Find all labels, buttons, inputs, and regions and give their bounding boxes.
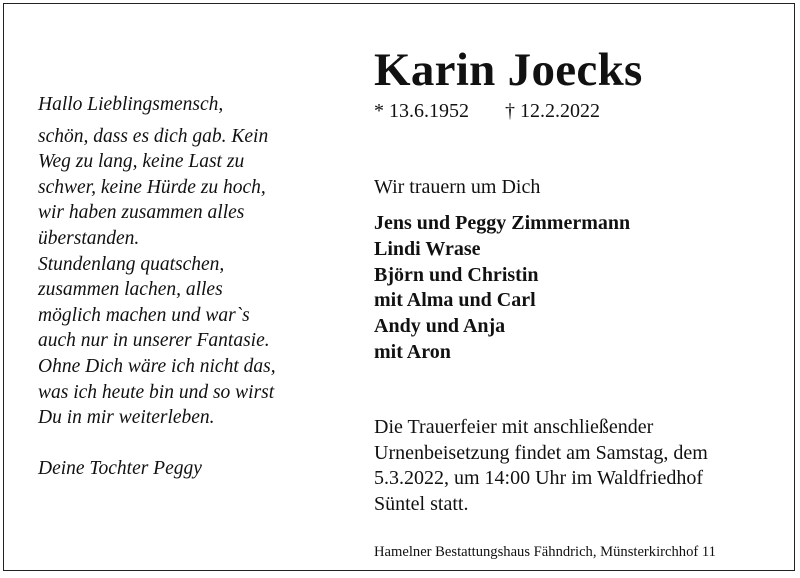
death-date: † 12.2.2022 — [505, 100, 600, 122]
poem-greeting: Hallo Lieblingsmensch, — [38, 94, 224, 115]
funeral-service-info — [374, 415, 774, 517]
poem-line: Du in mir weiterleben. — [38, 407, 215, 429]
service-line: Die Trauerfeier mit anschließender — [374, 416, 654, 438]
poem-line: schwer, keine Hürde zu hoch, — [38, 176, 266, 198]
service-line: Süntel statt. — [374, 492, 469, 515]
obituary-notice — [3, 3, 795, 571]
poem-line: was ich heute bin und so wirst — [38, 381, 275, 403]
poem-block — [38, 92, 338, 481]
mourner-entry: Björn und Christin — [374, 263, 539, 286]
service-line: Urnenbeisetzung findet am Samstag, dem — [374, 441, 708, 464]
mourner-entry: Jens und Peggy Zimmermann — [374, 212, 631, 234]
poem-line: zusammen lachen, alles — [38, 279, 223, 301]
life-dates — [374, 98, 600, 124]
mourner-entry: mit Alma und Carl — [374, 289, 536, 312]
mourn-heading: Wir trauern um Dich — [374, 176, 541, 198]
poem-line: Weg zu lang, keine Last zu — [38, 151, 245, 173]
mourner-entry: Lindi Wrase — [374, 237, 481, 260]
birth-date: * 13.6.1952 — [374, 100, 469, 122]
poem-line: möglich machen und war`s — [38, 304, 250, 326]
deceased-name: Karin Joecks — [374, 44, 643, 96]
mourner-entry: mit Aron — [374, 340, 451, 363]
poem-line: überstanden. — [38, 227, 140, 249]
poem-line: Ohne Dich wäre ich nicht das, — [38, 355, 276, 377]
service-line: 5.3.2022, um 14:00 Uhr im Waldfriedhof — [374, 467, 704, 489]
poem-signoff: Deine Tochter Peggy — [38, 457, 202, 479]
poem-text — [38, 124, 338, 431]
mourner-entry: Andy und Anja — [374, 315, 506, 338]
poem-line: wir haben zusammen alles — [38, 202, 245, 224]
undertaker-info: Hamelner Bestattungshaus Fähndrich, Münsterkirchhof 11 — [374, 544, 716, 560]
poem-line: Stundenlang quatschen, — [38, 253, 225, 275]
poem-line: schön, dass es dich gab. Kein — [38, 125, 269, 147]
poem-line: auch nur in unserer Fantasie. — [38, 330, 270, 352]
mourners-list — [374, 211, 630, 366]
